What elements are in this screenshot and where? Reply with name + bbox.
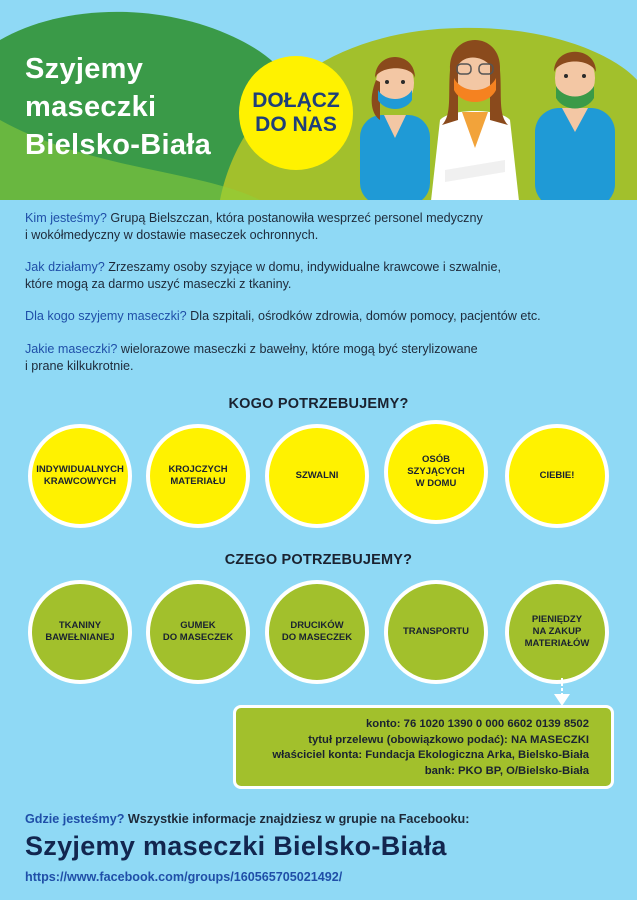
circle-line: CIEBIE!: [539, 470, 575, 481]
who-circle-you: [505, 424, 609, 528]
bank-details-box: [233, 705, 614, 789]
what-circle-fabric: [28, 580, 132, 684]
who-circle-home-sewers: [384, 420, 488, 524]
facebook-link[interactable]: https://www.facebook.com/groups/160565705021492/: [25, 870, 343, 884]
question-label: Gdzie jesteśmy?: [25, 812, 125, 826]
what-circle-money: [505, 580, 609, 684]
circle-line: PIENIĘDZY: [531, 614, 583, 625]
what-heading: CZEGO POTRZEBUJEMY?: [224, 552, 413, 568]
circle-line: TKANINY: [58, 620, 102, 631]
circle-line: DO MASECZEK: [281, 632, 353, 643]
header-banner: [0, 0, 637, 200]
bank-account-line: konto: 76 1020 1390 0 000 6602 0139 8502: [366, 718, 589, 730]
question-label: Jakie maseczki?: [25, 342, 118, 356]
where-answer: Wszystkie informacje znajdziesz w grupie na Facebooku:: [124, 812, 470, 826]
arrow-down-icon: [554, 678, 570, 708]
page-title: [25, 50, 211, 164]
info-how-we-work: [25, 259, 615, 292]
join-line: DO NAS: [255, 113, 337, 136]
circle-line: KROJCZYCH: [168, 464, 228, 475]
what-circle-transport: [384, 580, 488, 684]
info-what-masks: [25, 341, 615, 374]
bank-name-line: bank: PKO BP, O/Bielsko-Biała: [424, 764, 589, 777]
question-label: Kim jesteśmy?: [25, 211, 107, 225]
title-line: maseczki: [25, 91, 157, 123]
question-label: Jak działamy?: [25, 260, 105, 274]
join-line: DOŁĄCZ: [252, 89, 340, 112]
title-line: Bielsko-Biała: [25, 129, 212, 161]
title-line: Szyjemy: [25, 53, 144, 85]
who-circle-cutters: [146, 424, 250, 528]
circle-line: BAWEŁNIANEJ: [45, 632, 115, 643]
info-who-we-are: [25, 210, 615, 243]
circle-line: SZYJĄCYCH: [407, 466, 465, 477]
circle-line: W DOMU: [415, 478, 457, 489]
bank-owner-line: właściciel konta: Fundacja Ekologiczna Arka, Bielsko-Biała: [272, 749, 589, 761]
group-name: Szyjemy maseczki Bielsko-Biała: [25, 831, 447, 861]
circle-line: DO MASECZEK: [162, 632, 234, 643]
circle-line: MATERIAŁU: [170, 476, 226, 487]
what-circle-wires: [265, 580, 369, 684]
circle-line: DRUCIKÓW: [290, 620, 344, 631]
doctor-middle-figure: [430, 40, 520, 200]
circle-line: TRANSPORTU: [403, 626, 469, 637]
bank-title-line: tytuł przelewu (obowiązkowo podać): NA MASECZKI: [308, 733, 589, 746]
answer-text: Zrzeszamy osoby szyjące w domu, indywidualne krawcowe i szwalnie,: [104, 260, 501, 274]
circle-line: MATERIAŁÓW: [524, 638, 590, 649]
circle-line: OSÓB: [422, 454, 450, 465]
join-badge: [239, 56, 353, 170]
who-heading: KOGO POTRZEBUJEMY?: [228, 396, 409, 412]
what-circle-elastics: [146, 580, 250, 684]
info-for-whom: [25, 308, 615, 325]
who-circle-sewing-shops: [265, 424, 369, 528]
circle-line: NA ZAKUP: [532, 626, 582, 637]
circle-line: SZWALNI: [295, 470, 339, 481]
circle-line: GUMEK: [180, 620, 216, 631]
where-text: [25, 812, 469, 826]
answer-text: które mogą za darmo uszyć maseczki z tkaniny.: [25, 276, 292, 291]
doctor-right-figure: [535, 52, 615, 200]
circle-line: KRAWCOWYCH: [43, 476, 117, 487]
answer-text: Dla szpitali, ośrodków zdrowia, domów pomocy, pacjentów etc.: [186, 309, 541, 323]
answer-text: i wokółmedyczny w dostawie maseczek ochronnych.: [25, 227, 319, 242]
answer-text: i prane kilkukrotnie.: [25, 358, 134, 373]
nurse-left-figure: [360, 57, 430, 200]
medical-staff-illustration: [340, 20, 637, 200]
question-label: Dla kogo szyjemy maseczki?: [25, 309, 187, 323]
answer-text: wielorazowe maseczki z bawełny, które mogą być sterylizowane: [117, 342, 478, 356]
who-circle-tailors: [28, 424, 132, 528]
circle-line: INDYWIDUALNYCH: [36, 464, 124, 475]
answer-text: Grupą Bielszczan, która postanowiła wesprzeć personel medyczny: [106, 211, 483, 225]
